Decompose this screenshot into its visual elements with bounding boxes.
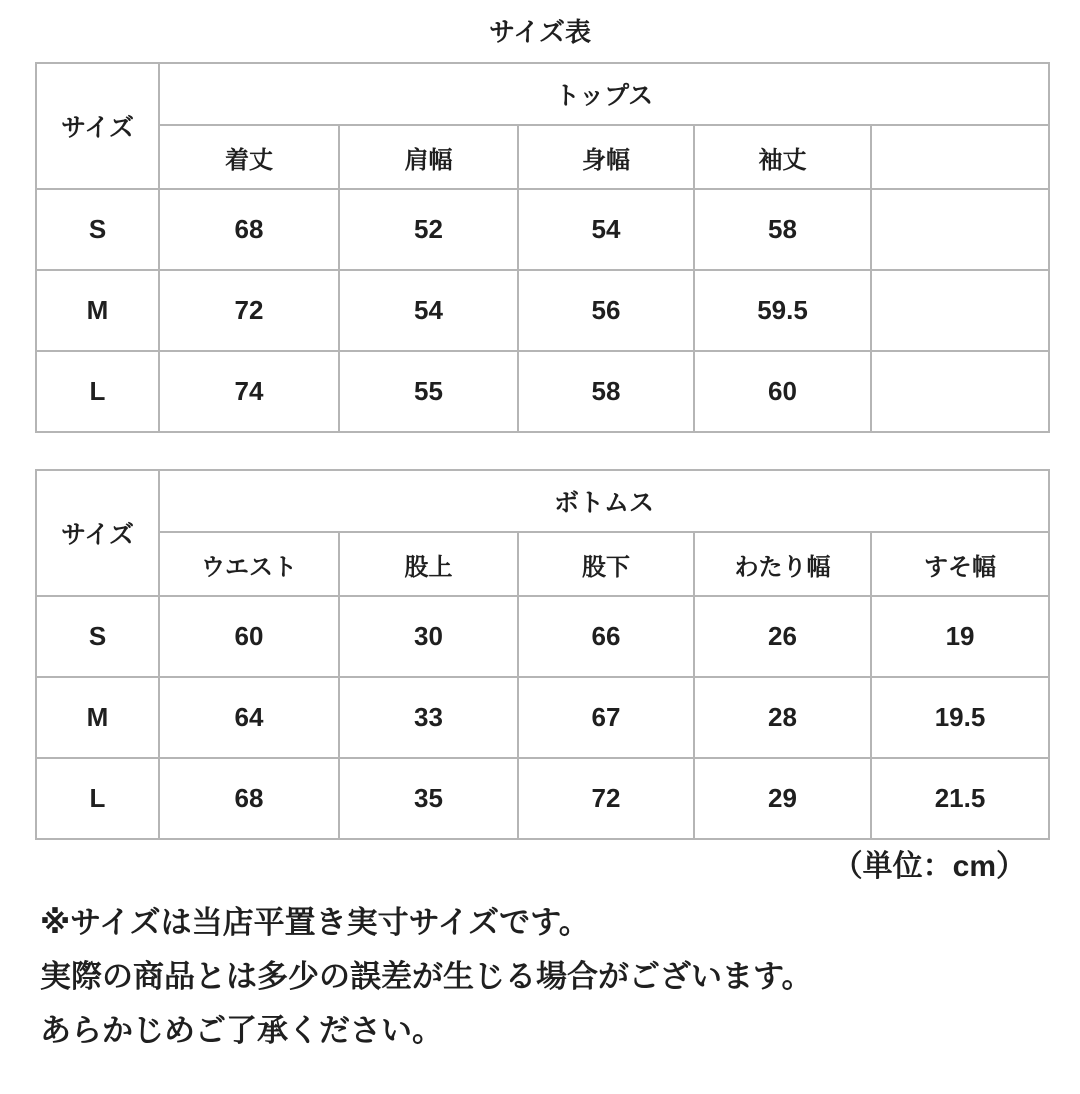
bottoms-corner-label: サイズ [36, 470, 159, 596]
tops-group-header: トップス [159, 63, 1049, 125]
size-label: M [36, 677, 159, 758]
disclaimer-line: ※サイズは当店平置き実寸サイズです。 [40, 905, 590, 940]
value-cell: 68 [159, 189, 339, 270]
bottoms-col-header: すそ幅 [871, 532, 1049, 596]
value-cell: 68 [159, 758, 339, 839]
value-cell [871, 351, 1049, 432]
value-cell: 60 [159, 596, 339, 677]
value-cell [871, 270, 1049, 351]
value-cell: 66 [518, 596, 694, 677]
tops-col-header: 袖丈 [694, 125, 871, 189]
size-label: L [36, 758, 159, 839]
disclaimer-line: あらかじめご了承ください。 [40, 1013, 443, 1048]
value-cell [871, 189, 1049, 270]
value-cell: 28 [694, 677, 871, 758]
table-row [36, 189, 1049, 270]
tops-col-header: 着丈 [159, 125, 339, 189]
value-cell: 26 [694, 596, 871, 677]
value-cell: 19 [871, 596, 1049, 677]
size-label: S [36, 596, 159, 677]
table-row [36, 351, 1049, 432]
bottoms-col-header: 股下 [518, 532, 694, 596]
value-cell: 64 [159, 677, 339, 758]
disclaimer-line: 実際の商品とは多少の誤差が生じる場合がございます。 [40, 959, 813, 994]
bottoms-size-table [35, 469, 1050, 840]
value-cell: 58 [694, 189, 871, 270]
page-title: サイズ表 [489, 17, 591, 47]
tops-col-header: 肩幅 [339, 125, 518, 189]
tops-corner-label: サイズ [36, 63, 159, 189]
size-chart-page [0, 14, 1080, 1094]
value-cell: 54 [518, 189, 694, 270]
size-label: M [36, 270, 159, 351]
value-cell: 58 [518, 351, 694, 432]
table-row [36, 596, 1049, 677]
tops-col-header: 身幅 [518, 125, 694, 189]
value-cell: 29 [694, 758, 871, 839]
value-cell: 67 [518, 677, 694, 758]
value-cell: 21.5 [871, 758, 1049, 839]
value-cell: 56 [518, 270, 694, 351]
value-cell: 33 [339, 677, 518, 758]
unit-note: （単位：cm） [832, 850, 1026, 883]
value-cell: 35 [339, 758, 518, 839]
bottoms-col-header: わたり幅 [694, 532, 871, 596]
bottoms-group-header: ボトムス [159, 470, 1049, 532]
bottoms-col-header: ウエスト [159, 532, 339, 596]
table-row [36, 677, 1049, 758]
disclaimer-notes [40, 896, 1080, 1058]
size-label: S [36, 189, 159, 270]
value-cell: 72 [518, 758, 694, 839]
value-cell: 55 [339, 351, 518, 432]
value-cell: 30 [339, 596, 518, 677]
size-label: L [36, 351, 159, 432]
value-cell: 54 [339, 270, 518, 351]
value-cell: 74 [159, 351, 339, 432]
table-row [36, 758, 1049, 839]
value-cell: 19.5 [871, 677, 1049, 758]
tops-col-header [871, 125, 1049, 189]
bottoms-col-header: 股上 [339, 532, 518, 596]
value-cell: 60 [694, 351, 871, 432]
value-cell: 59.5 [694, 270, 871, 351]
value-cell: 72 [159, 270, 339, 351]
tops-size-table [35, 62, 1050, 433]
value-cell: 52 [339, 189, 518, 270]
table-row [36, 270, 1049, 351]
